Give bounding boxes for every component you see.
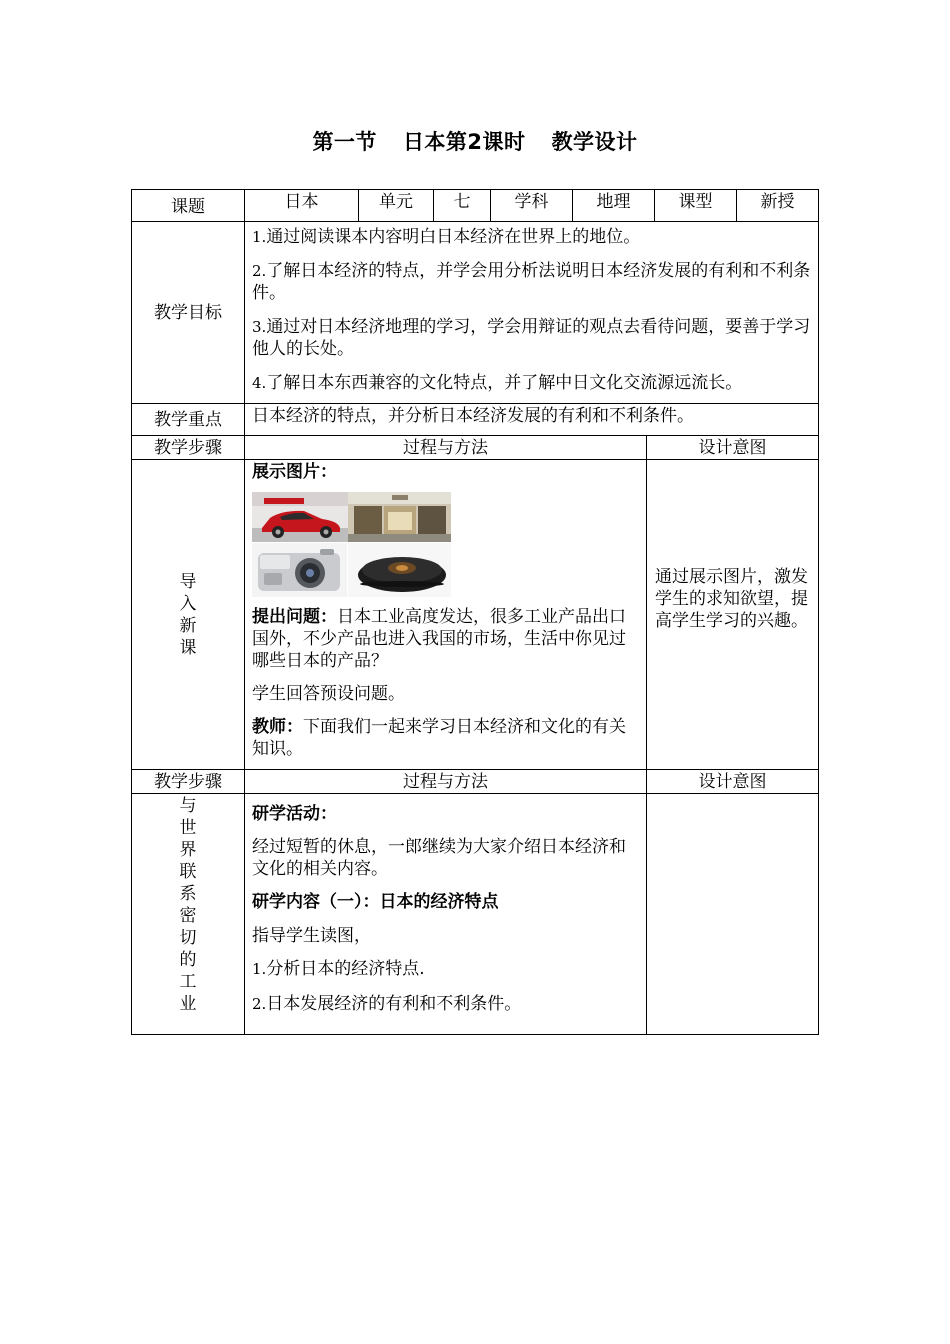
row-divider — [131, 221, 819, 222]
table-border-top — [131, 189, 819, 190]
question-paragraph: 提出问题：日本工业高度发达，很多工业产品出口国外，不少产品也进入我国的市场，生活中你见过哪些日本的产品？ — [252, 607, 626, 671]
step-header-process: 过程与方法 — [403, 438, 488, 458]
header-type-value: 新授 — [760, 192, 795, 212]
teacher-paragraph: 教师：下面我们一起来学习日本经济和文化的有关知识。 — [252, 717, 626, 759]
study-item: 2.日本发展经济的有利和不利条件。 — [252, 994, 522, 1014]
header-keti-value: 日本 — [284, 192, 319, 212]
student-answer: 学生回答预设问题。 — [252, 684, 405, 704]
key-point-label: 教学重点 — [154, 410, 222, 430]
activity-title: 研学活动： — [252, 804, 337, 824]
show-pics-title: 展示图片： — [252, 462, 337, 482]
study-item: 1.分析日本的经济特点. — [252, 959, 425, 979]
objective-item: 2.了解日本经济的特点，并学会用分析法说明日本经济发展的有利和不利条件。 — [252, 261, 811, 303]
objectives-label: 教学目标 — [154, 303, 222, 323]
row-divider — [131, 459, 819, 460]
car-image — [252, 492, 348, 542]
step-header-process: 过程与方法 — [403, 772, 488, 792]
header-subject-value: 地理 — [596, 192, 631, 212]
header-keti-label: 课题 — [171, 197, 205, 217]
objective-item: 3.通过对日本经济地理的学习，学会用辩证的观点去看待问题，要善于学习他人的长处。 — [252, 317, 811, 359]
title-section: 第一节 — [312, 130, 377, 154]
row-divider — [131, 769, 819, 770]
content-title: 研学内容（一）：日本的经济特点 — [252, 892, 499, 912]
study-intro-text: 经过短暂的休息，一郎继续为大家介绍日本经济和文化的相关内容。 — [252, 837, 626, 879]
title-design: 教学设计 — [551, 130, 638, 154]
header-unit-label: 单元 — [379, 192, 413, 212]
objective-item: 1.通过阅读课本内容明白日本经济在世界上的地位。 — [252, 227, 641, 247]
col-divider — [646, 435, 647, 1035]
store-image — [348, 492, 451, 542]
table-border-bottom — [131, 1034, 819, 1035]
page-title — [0, 126, 950, 156]
objective-item: 4.了解日本东西兼容的文化特点，并了解中日文化交流源远流长。 — [252, 373, 743, 393]
step-header-steps: 教学步骤 — [154, 438, 222, 458]
step-header-intent: 设计意图 — [698, 438, 767, 458]
header-type-label: 课型 — [678, 192, 713, 212]
title-lesson: 日本第2课时 — [402, 130, 526, 154]
key-point-text: 日本经济的特点，并分析日本经济发展的有利和不利条件。 — [252, 406, 694, 426]
header-unit-value: 七 — [453, 192, 471, 212]
table-border-right — [818, 189, 819, 1035]
robot-image — [348, 543, 451, 597]
intro-intent: 通过展示图片，激发学生的求知欲望，提高学生学习的兴趣。 — [655, 567, 808, 631]
intro-label: 导入新课 — [179, 572, 197, 658]
guide-text: 指导学生读图， — [252, 926, 371, 946]
camera-image — [252, 543, 347, 597]
col-divider — [244, 189, 245, 1035]
step-header-steps: 教学步骤 — [154, 772, 222, 792]
row-divider — [131, 403, 819, 404]
header-subject-label: 学科 — [514, 192, 549, 212]
step-header-intent: 设计意图 — [698, 772, 767, 792]
row-divider — [131, 435, 819, 436]
objectives-list — [252, 226, 812, 394]
study-label: 与世界联系密切的工业 — [179, 796, 197, 1014]
row-divider — [131, 793, 819, 794]
